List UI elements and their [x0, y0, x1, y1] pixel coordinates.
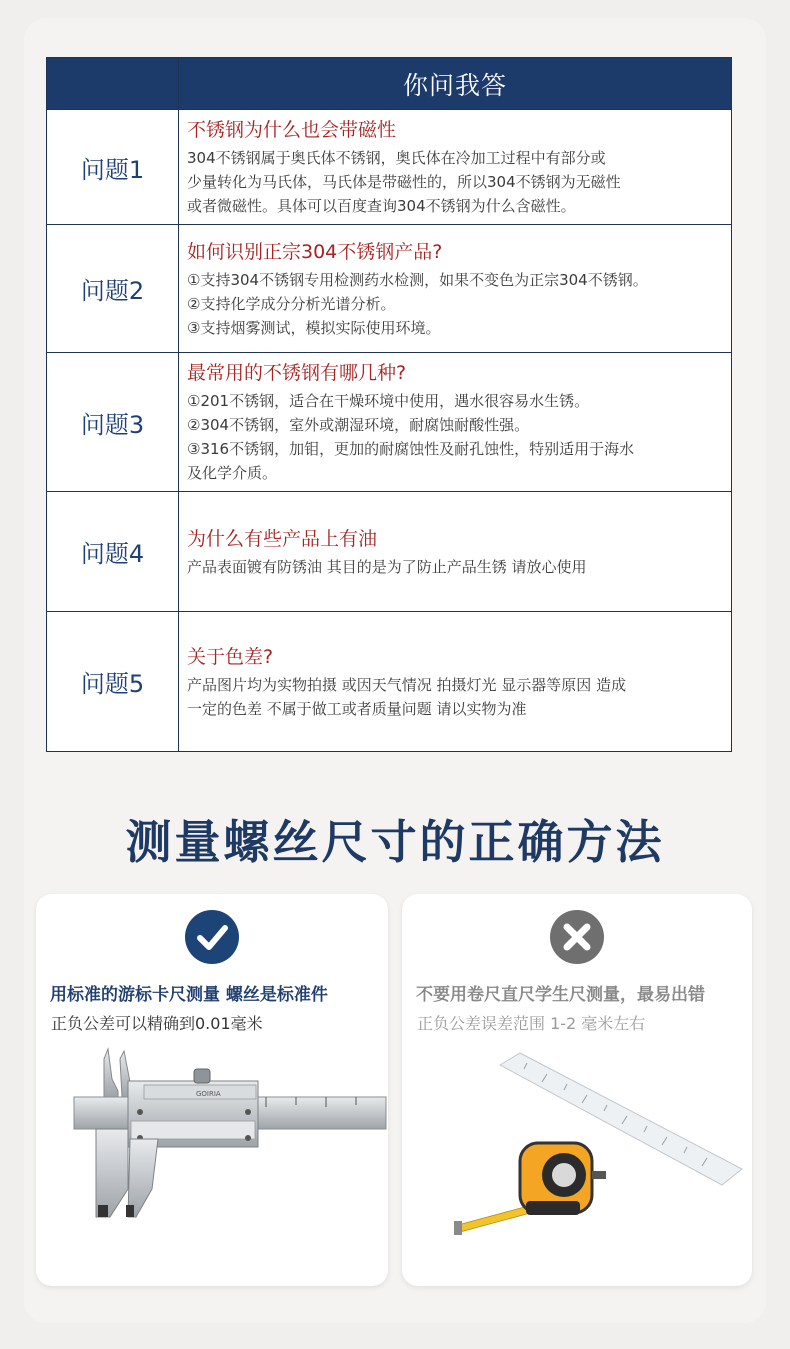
checkmark-icon — [185, 910, 239, 964]
answer-line: 少量转化为马氏体，马氏体是带磁性的，所以304不锈钢为无磁性 — [187, 173, 621, 191]
answer-line: ③316不锈钢，加钼，更加的耐腐蚀性及耐孔蚀性，特别适用于海水 — [187, 440, 635, 458]
faq-row — [47, 110, 732, 225]
answer-line: 或者微磁性。具体可以百度查询304不锈钢为什么含磁性。 — [187, 197, 576, 215]
method-title: 测量螺丝尺寸的正确方法 — [125, 815, 665, 869]
vernier-caliper-image — [36, 1039, 388, 1286]
answer-cell — [179, 492, 732, 612]
answer-cell — [179, 612, 732, 752]
x-icon — [550, 910, 604, 964]
faq-row — [47, 492, 732, 612]
answer-line: ①201不锈钢，适合在干燥环境中使用，遇水很容易水生锈。 — [187, 392, 590, 410]
wrong-method-card — [402, 894, 752, 1286]
faq-table — [46, 57, 732, 752]
answer-line: ③支持烟雾测试，模拟实际使用环境。 — [187, 318, 441, 337]
faq-row — [47, 225, 732, 353]
question-title: 为什么有些产品上有油 — [187, 527, 378, 550]
answer-cell — [179, 225, 732, 353]
question-title: 最常用的不锈钢有哪几种? — [187, 362, 407, 384]
question-label: 问题5 — [47, 612, 179, 752]
answer-line: 一定的色差 不属于做工或者质量问题 请以实物为准 — [187, 699, 527, 718]
answer-cell — [179, 110, 732, 225]
correct-method-note: 正负公差可以精确到0.01毫米 — [51, 1014, 263, 1033]
question-title: 如何识别正宗304不锈钢产品? — [187, 240, 443, 263]
answer-line: 产品表面镀有防锈油 其目的是为了防止产品生锈 请放心使用 — [187, 557, 587, 576]
answer-line: ①支持304不锈钢专用检测药水检测，如果不变色为正宗304不锈钢。 — [187, 270, 648, 289]
faq-row — [47, 612, 732, 752]
question-label: 问题1 — [47, 110, 179, 225]
caliper-brand: GOIRIA — [196, 1090, 221, 1098]
wrong-method-note: 正负公差误差范围 1-2 毫米左右 — [417, 1014, 646, 1033]
answer-line: 及化学介质。 — [187, 464, 278, 482]
correct-method-card — [36, 894, 388, 1286]
ruler-and-tape-measure-image — [402, 1039, 752, 1286]
question-label: 问题2 — [47, 225, 179, 353]
correct-method-heading: 用标准的游标卡尺测量 螺丝是标准件 — [50, 985, 328, 1005]
faq-header-corner — [47, 58, 179, 110]
answer-line: 产品图片均为实物拍摄 或因天气情况 拍摄灯光 显示器等原因 造成 — [187, 675, 627, 694]
answer-line: ②304不锈钢，室外或潮湿环境，耐腐蚀耐酸性强。 — [187, 416, 530, 434]
question-title: 关于色差? — [187, 645, 274, 668]
question-label: 问题4 — [47, 492, 179, 612]
answer-cell — [179, 353, 732, 492]
answer-line: ②支持化学成分分析光谱分析。 — [187, 294, 396, 313]
faq-header: 你问我答 — [179, 58, 732, 110]
question-label: 问题3 — [47, 353, 179, 492]
question-title: 不锈钢为什么也会带磁性 — [187, 119, 397, 141]
faq-row — [47, 353, 732, 492]
answer-line: 304不锈钢属于奥氏体不锈钢，奥氏体在冷加工过程中有部分或 — [187, 149, 606, 167]
wrong-method-heading: 不要用卷尺直尺学生尺测量，最易出错 — [416, 985, 705, 1005]
